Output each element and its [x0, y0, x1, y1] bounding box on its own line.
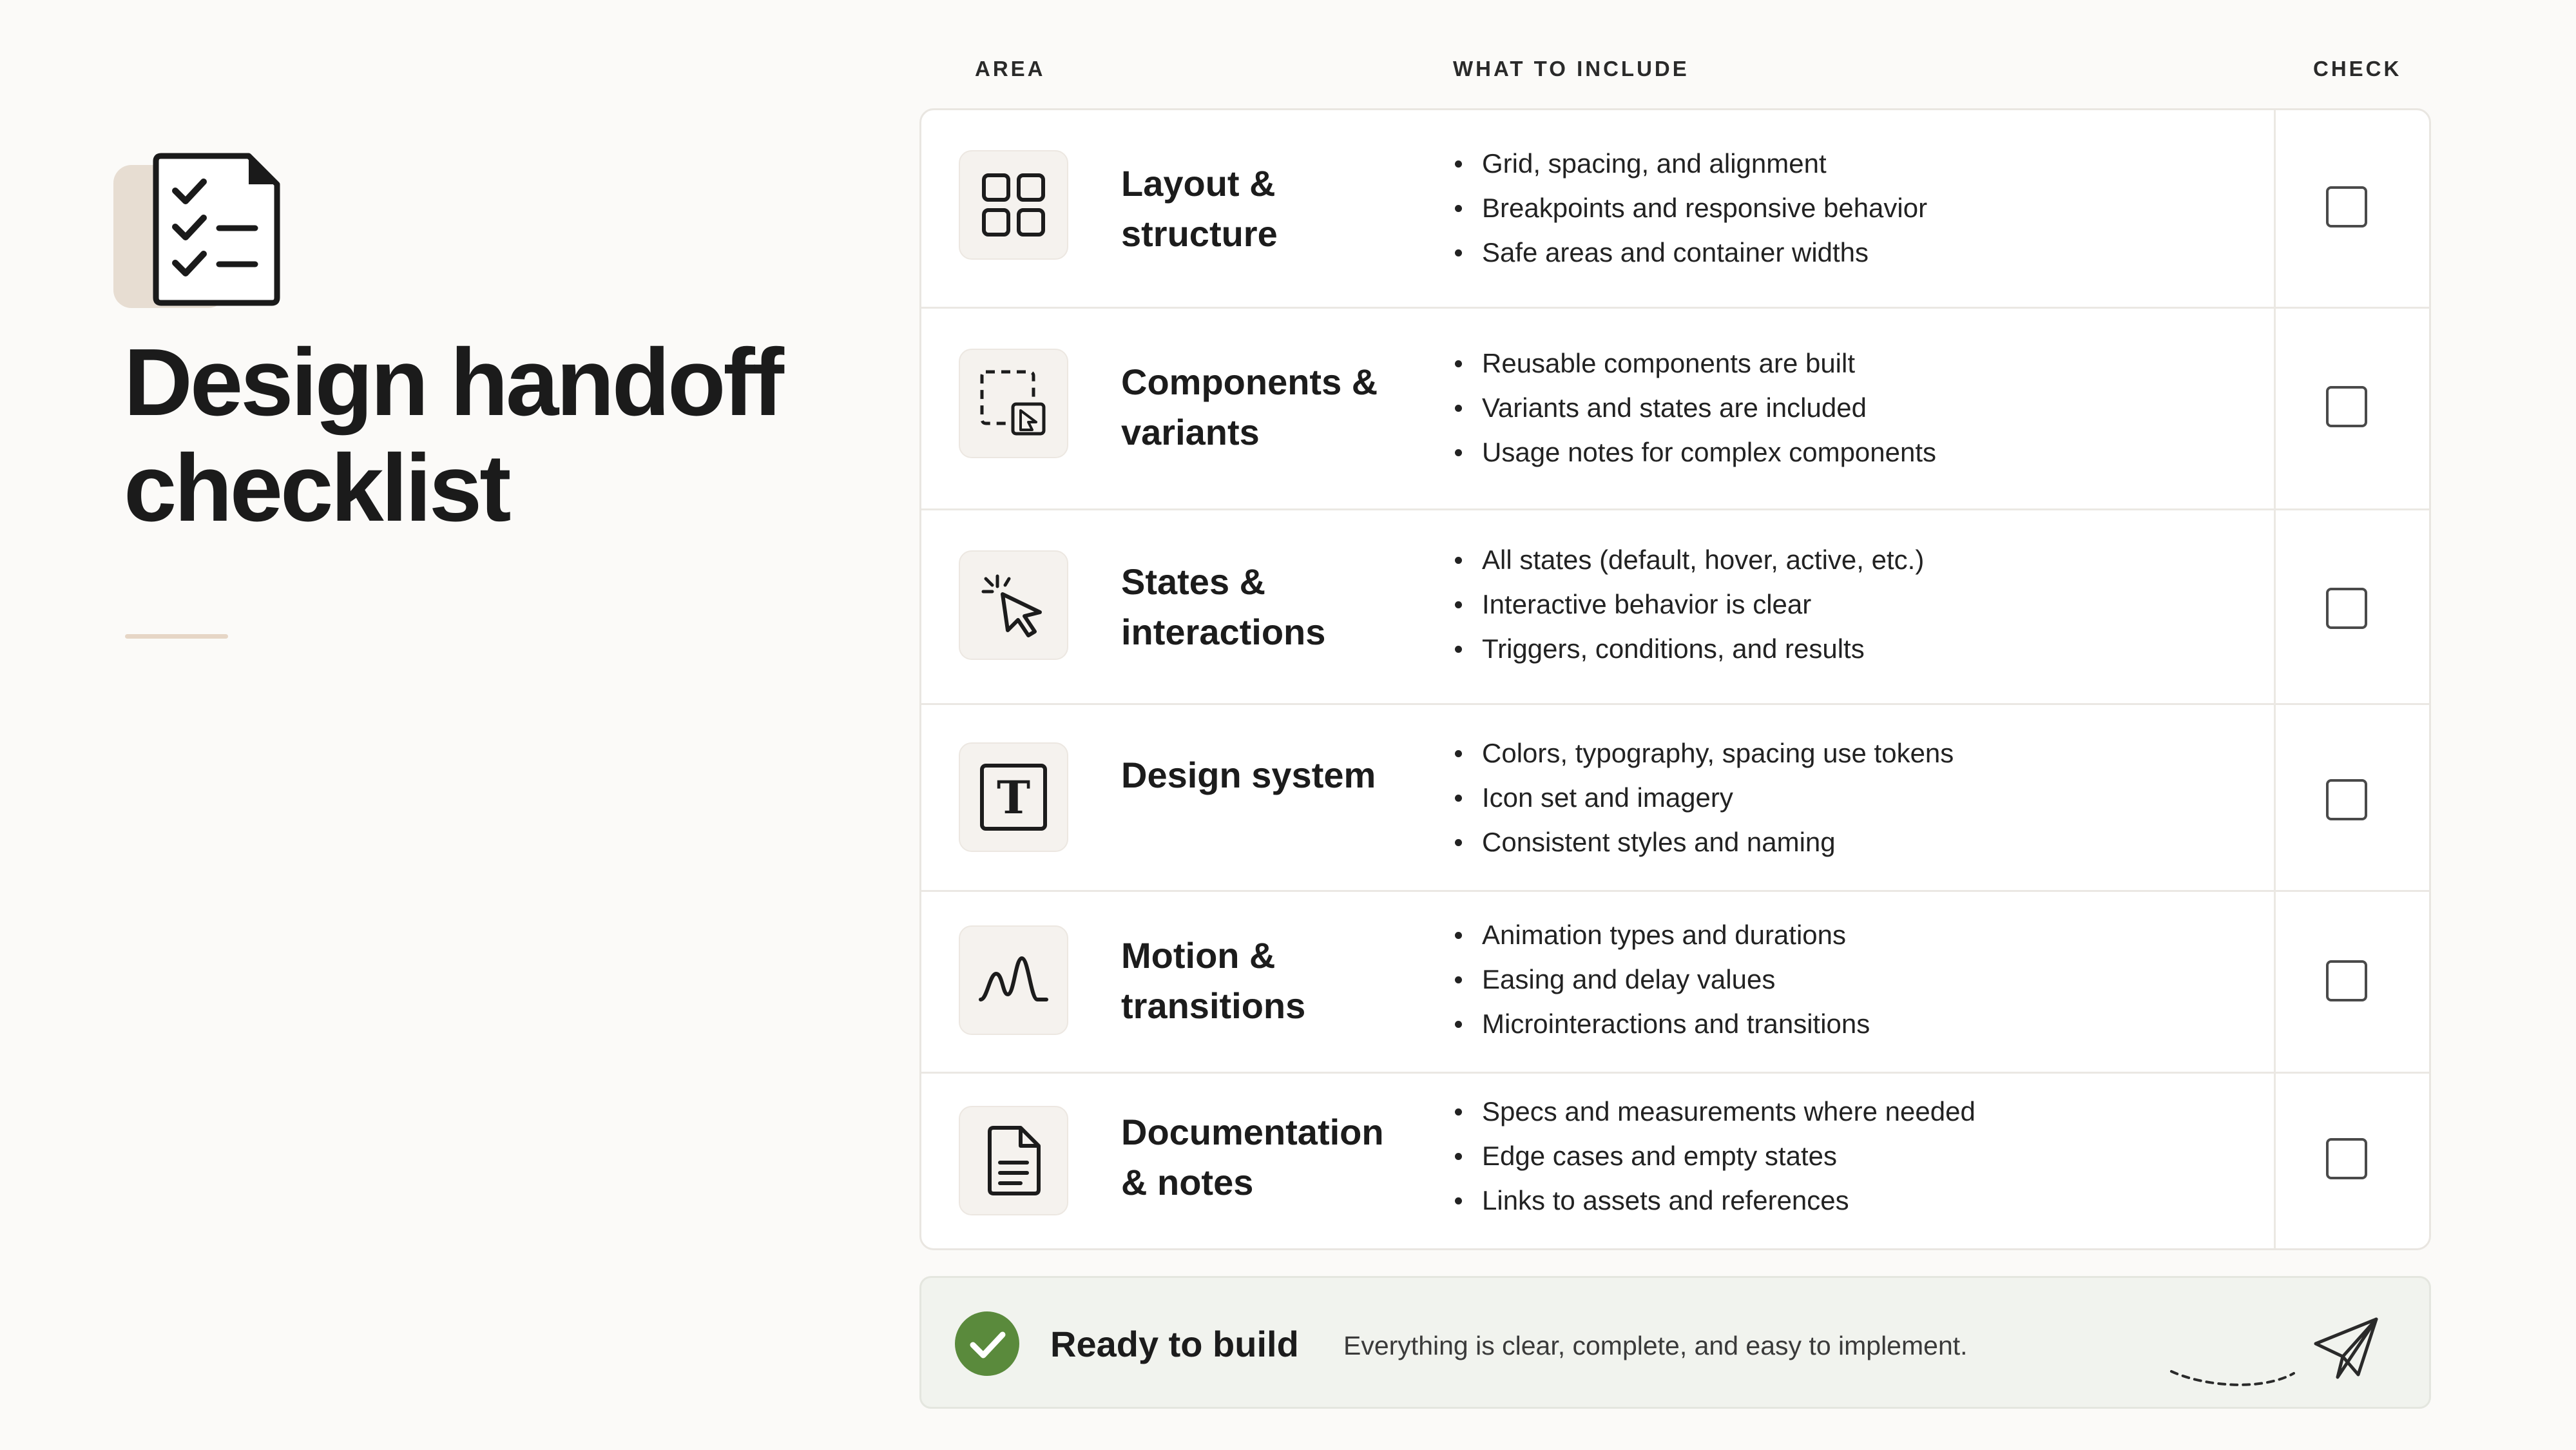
- include-list: [1450, 341, 1936, 474]
- area-label: Layout & structure: [1121, 163, 1278, 254]
- include-item: Consistent styles and naming: [1450, 820, 1954, 864]
- ready-label: Ready to build: [1050, 1324, 1299, 1364]
- title-divider: [125, 634, 228, 639]
- checklist-table: [919, 108, 2431, 1250]
- include-item: Usage notes for complex components: [1450, 430, 1936, 474]
- include-item: Interactive behavior is clear: [1450, 582, 1924, 626]
- table-row: [921, 110, 2429, 307]
- checklist-hero-icon: [113, 152, 287, 311]
- include-item: Animation types and durations: [1450, 913, 1870, 957]
- table-row: [921, 1072, 2429, 1250]
- checkbox-design-system[interactable]: [2326, 779, 2367, 820]
- include-item: Grid, spacing, and alignment: [1450, 141, 1927, 186]
- include-item: Breakpoints and responsive behavior: [1450, 186, 1927, 230]
- area-label: Motion & transitions: [1121, 935, 1306, 1026]
- include-item: Variants and states are included: [1450, 385, 1936, 430]
- cursor-click-icon: [959, 550, 1068, 660]
- area-label: Design system: [1121, 755, 1376, 795]
- include-item: Icon set and imagery: [1450, 775, 1954, 820]
- table-row: [921, 890, 2429, 1072]
- include-list: [1450, 1089, 1975, 1223]
- include-item: Reusable components are built: [1450, 341, 1936, 385]
- include-item: Links to assets and references: [1450, 1178, 1975, 1223]
- include-list: [1450, 731, 1954, 864]
- table-row: [921, 508, 2429, 703]
- include-item: Colors, typography, spacing use tokens: [1450, 731, 1954, 775]
- include-item: Microinteractions and transitions: [1450, 1001, 1870, 1046]
- component-select-icon: [959, 349, 1068, 458]
- include-item: All states (default, hover, active, etc.): [1450, 537, 1924, 582]
- ready-description: Everything is clear, complete, and easy to implement.: [1343, 1331, 1968, 1360]
- area-label: Components & variants: [1121, 362, 1378, 452]
- include-item: Specs and measurements where needed: [1450, 1089, 1975, 1134]
- checkbox-motion[interactable]: [2326, 960, 2367, 1001]
- include-item: Safe areas and container widths: [1450, 230, 1927, 275]
- column-header-area: AREA: [975, 57, 1046, 81]
- table-row: [921, 703, 2429, 890]
- include-item: Easing and delay values: [1450, 957, 1870, 1001]
- checklist-document-icon: [152, 152, 281, 307]
- ready-banner: [919, 1276, 2431, 1409]
- checkbox-documentation[interactable]: [2326, 1138, 2367, 1179]
- grid-icon: [959, 150, 1068, 260]
- area-label: States & interactions: [1121, 561, 1326, 652]
- typography-icon: [959, 742, 1068, 852]
- table-row: [921, 307, 2429, 508]
- checkbox-states[interactable]: [2326, 588, 2367, 629]
- checkbox-layout[interactable]: [2326, 186, 2367, 227]
- include-item: Edge cases and empty states: [1450, 1134, 1975, 1178]
- check-circle-icon: [954, 1310, 1021, 1377]
- motion-curve-icon: [959, 925, 1068, 1035]
- page-title: Design handoff checklist: [124, 329, 782, 541]
- include-list: [1450, 913, 1870, 1046]
- include-list: [1450, 537, 1924, 671]
- document-icon: [959, 1106, 1068, 1215]
- column-header-check: CHECK: [2313, 57, 2402, 81]
- svg-text:T: T: [996, 771, 1031, 824]
- include-item: Triggers, conditions, and results: [1450, 626, 1924, 671]
- paper-plane-icon: [2165, 1310, 2384, 1394]
- column-header-include: WHAT TO INCLUDE: [1453, 57, 1689, 81]
- area-label: Documentation & notes: [1121, 1112, 1384, 1203]
- checkbox-components[interactable]: [2326, 386, 2367, 427]
- include-list: [1450, 141, 1927, 275]
